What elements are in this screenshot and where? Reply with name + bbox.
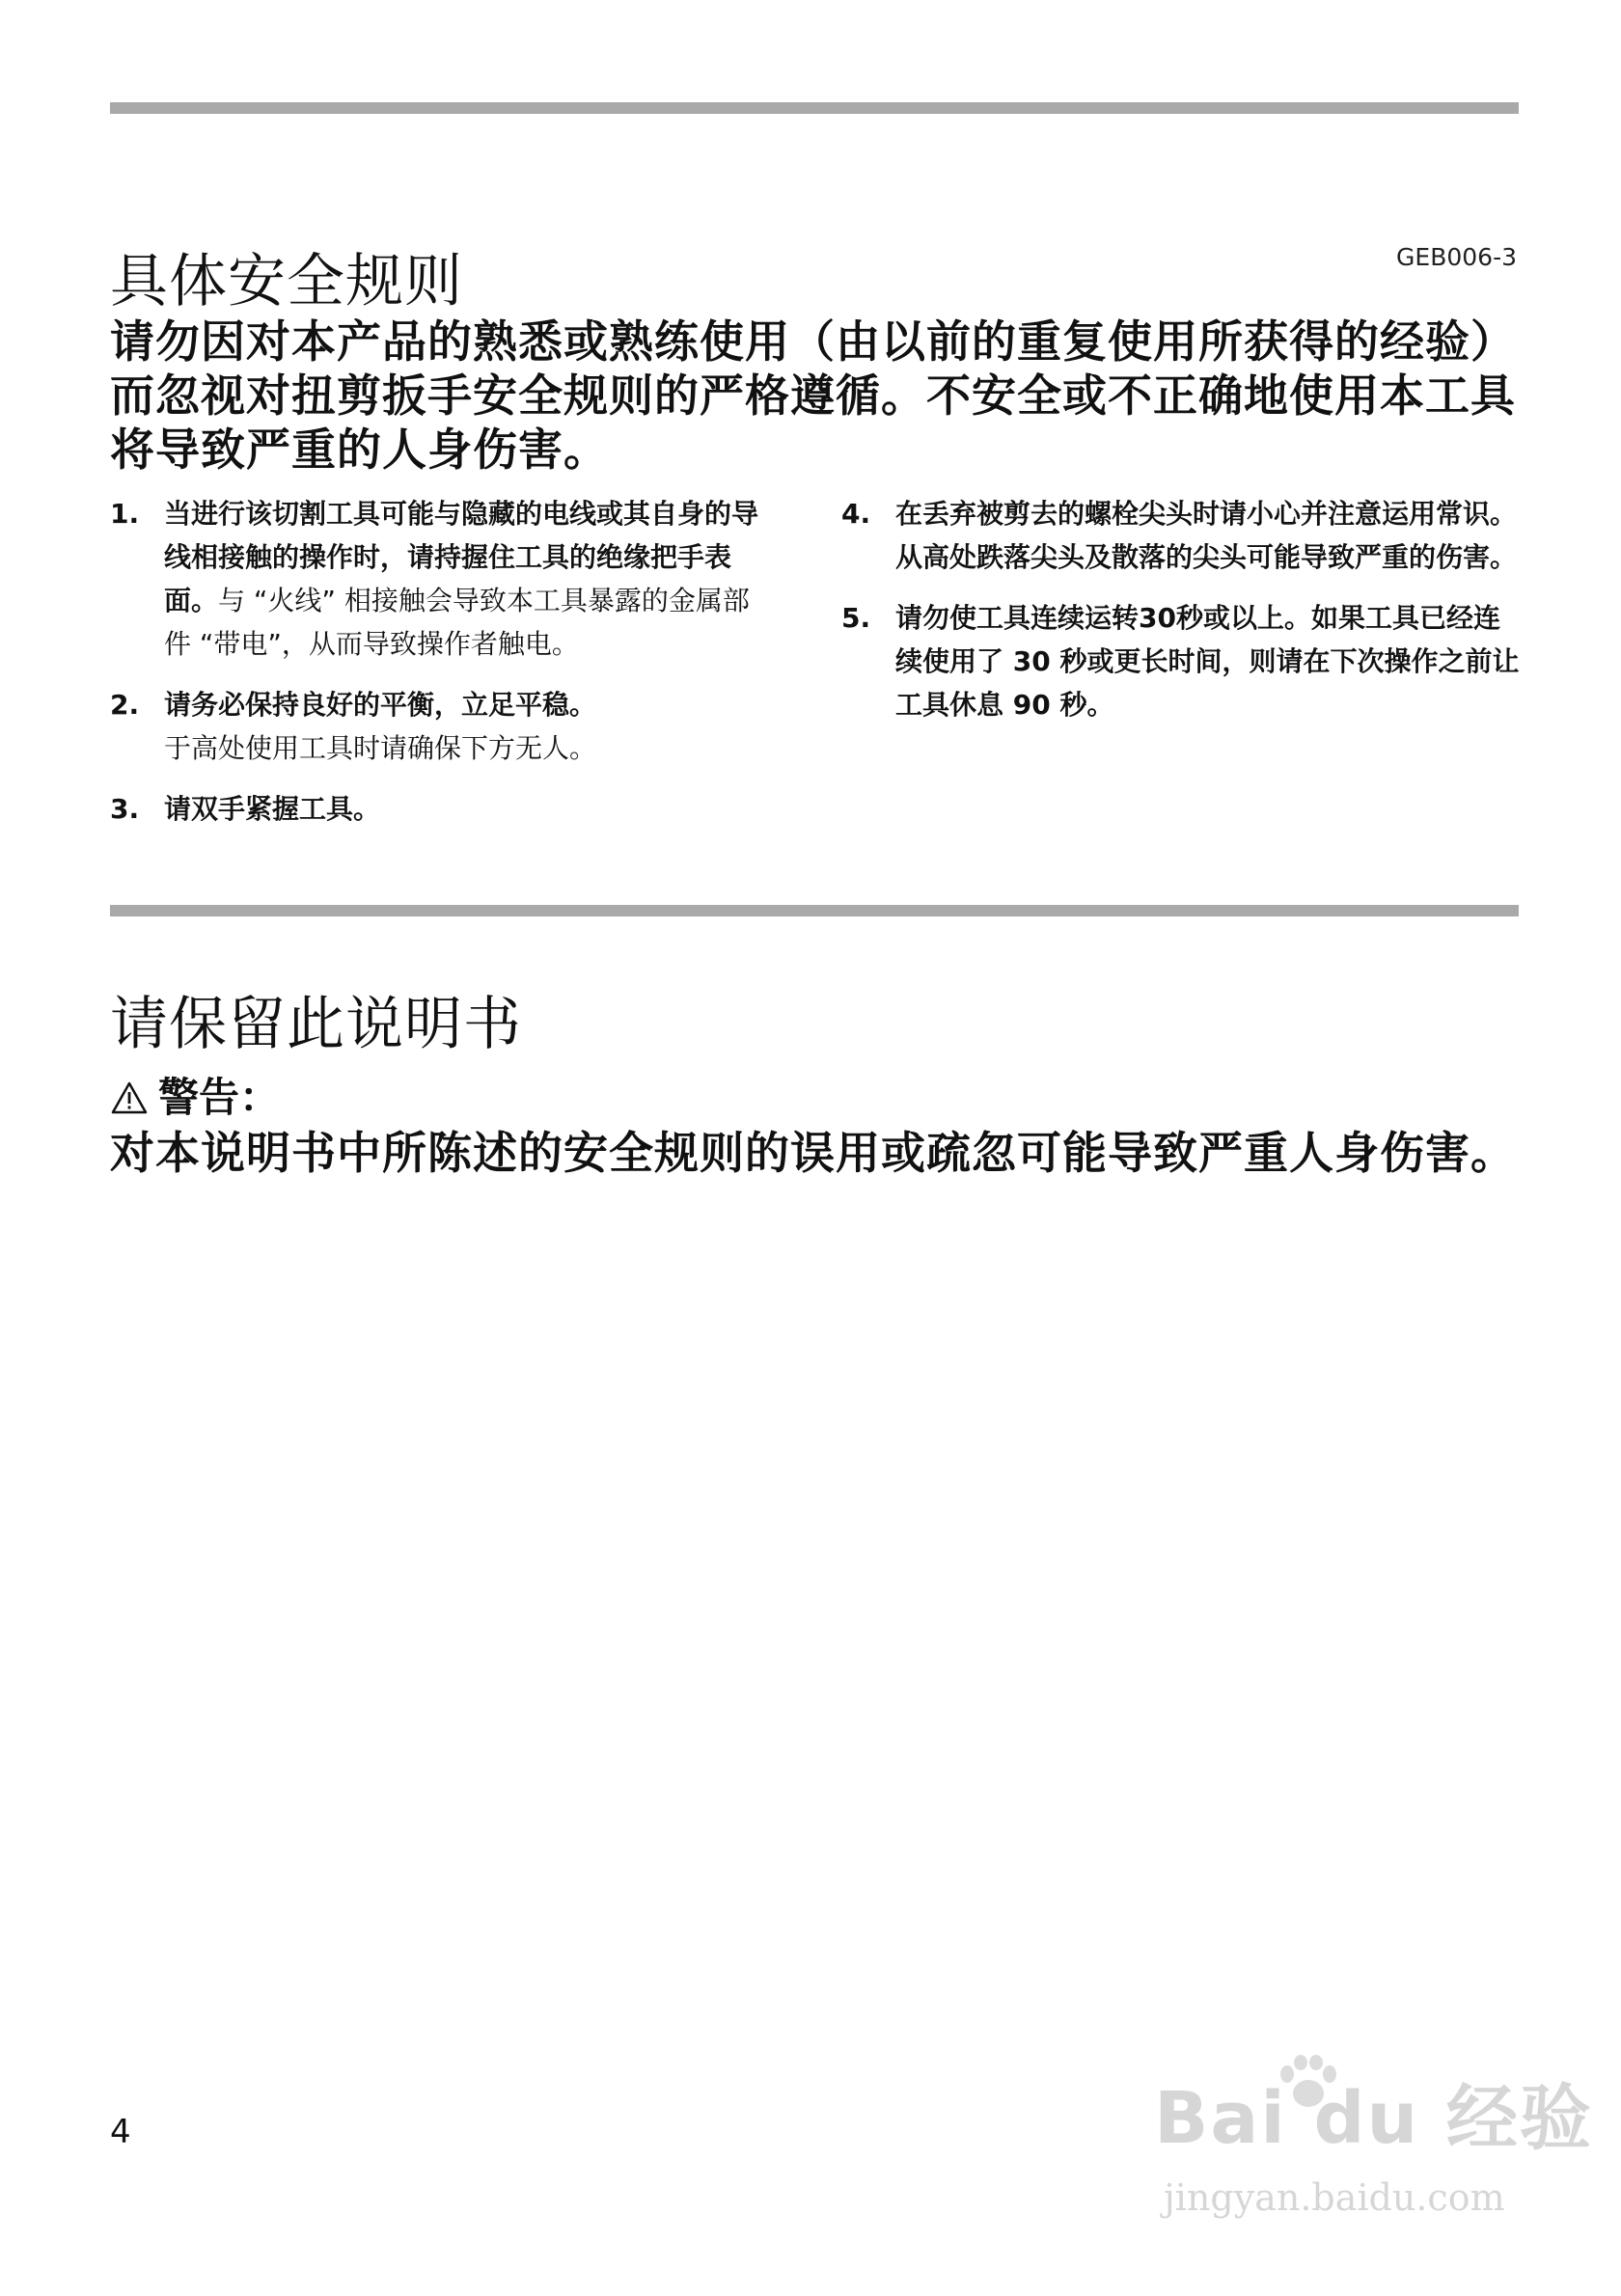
watermark-brand: Bai du 经验 [1154, 2077, 1593, 2160]
baidu-watermark [1154, 2055, 1593, 2228]
rule-item-3 [110, 787, 776, 831]
section-divider-middle [110, 905, 1519, 916]
rules-column-left [110, 492, 776, 848]
warning-heading [110, 1073, 280, 1123]
rule-text-bold: 在丢弃被剪去的螺栓尖头时请小心并注意运用常识。从高处跌落尖头及散落的尖头可能导致严重的伤害。 [895, 498, 1518, 573]
rule-text [895, 492, 1523, 579]
rule-item-4 [841, 492, 1523, 579]
rule-number: 3. [110, 793, 140, 825]
rule-number: 4. [841, 498, 871, 530]
rule-text-normal: 与 “火线” 相接触会导致本工具暴露的金属部件 “带电”，从而导致操作者触电。 [164, 585, 750, 660]
intro-paragraph: 请勿因对本产品的熟悉或熟练使用（由以前的重复使用所获得的经验）而忽视对扭剪扳手安全规则的严格遵循。不安全或不正确地使用本工具将导致严重的人身伤害。 [110, 315, 1516, 476]
rule-text [164, 787, 776, 831]
rule-text [164, 492, 776, 666]
rule-text-normal: 于高处使用工具时请确保下方无人。 [164, 732, 597, 764]
rule-item-2 [110, 683, 776, 770]
rule-number: 5. [841, 602, 871, 634]
page-number: 4 [110, 2113, 131, 2151]
warning-triangle-icon [110, 1080, 149, 1115]
rules-column-right [841, 492, 1523, 744]
rule-item-1 [110, 492, 776, 666]
document-code: GEB006-3 [1396, 243, 1517, 271]
rule-text-bold: 请双手紧握工具。 [164, 793, 381, 825]
rule-text-bold: 请勿使工具连续运转30秒或以上。如果工具已经连续使用了 30 秒或更长时间，则请在下次操作之前让工具休息 90 秒。 [895, 602, 1520, 721]
rule-number: 2. [110, 689, 140, 721]
section-divider-top [110, 102, 1519, 114]
rule-item-5 [841, 596, 1523, 726]
warning-label: 警告： [158, 1074, 281, 1121]
rule-text [895, 596, 1523, 726]
section-title-safety-rules: 具体安全规则 [110, 248, 463, 316]
rule-text-bold: 请务必保持良好的平衡，立足平稳。 [164, 689, 597, 721]
rule-text-bold: 当进行该切割工具可能与隐藏的电线或其自身的导线相接触的操作时，请持握住工具的绝缘把手表面。 [164, 498, 759, 616]
warning-text: 对本说明书中所陈述的安全规则的误用或疏忽可能导致严重人身伤害。 [110, 1127, 1516, 1179]
section-title-keep-manual: 请保留此说明书 [110, 991, 522, 1059]
rule-text [164, 683, 776, 770]
rule-number: 1. [110, 498, 140, 530]
watermark-url: jingyan.baidu.com [1164, 2176, 1505, 2219]
